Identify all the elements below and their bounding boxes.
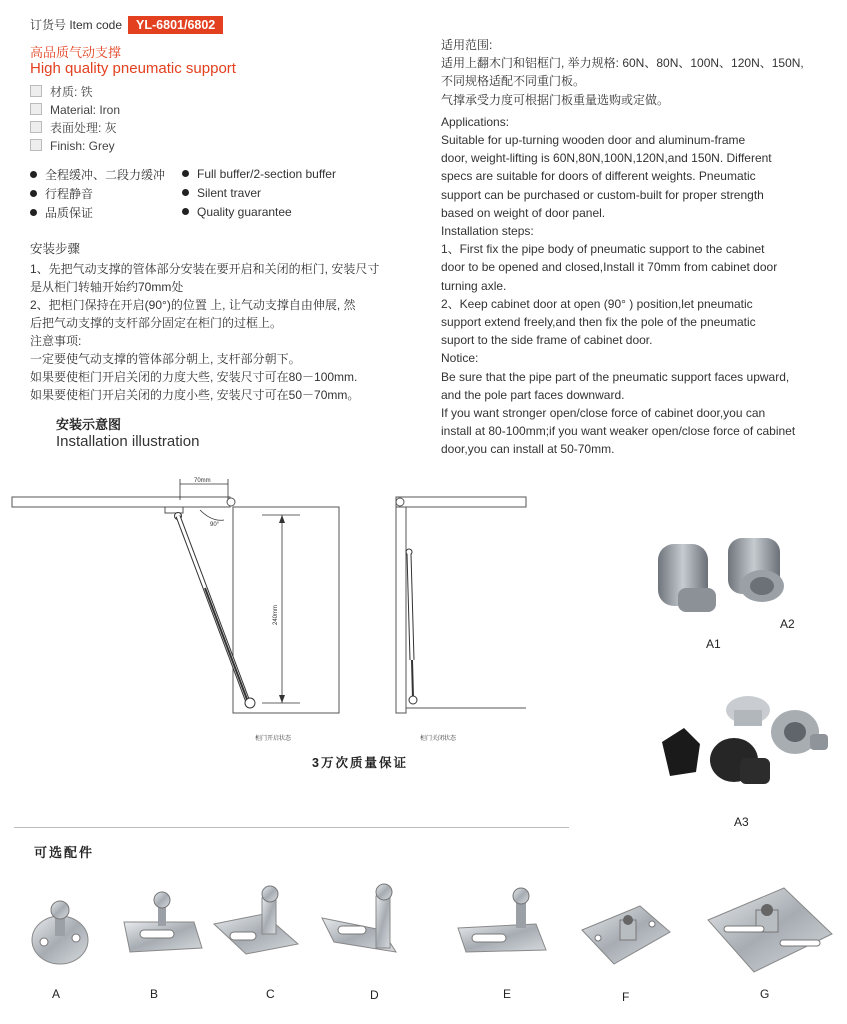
part-label-g: G <box>760 987 770 1001</box>
feature-cn-2: 行程静音 <box>30 186 93 202</box>
component-a1-a2 <box>650 530 830 660</box>
item-code-header <box>30 16 223 34</box>
text-line: support extend freely,and then fix the pole of the pneumatic <box>441 315 756 330</box>
caption-closed: 柜门关闭状态 <box>420 736 457 742</box>
installation-steps-cn <box>30 240 390 404</box>
text-line: 气撑承受力度可根据门板重量选购或定做。 <box>441 92 670 107</box>
text-line: 适用范围: <box>441 38 493 52</box>
door-panel-closed <box>396 507 406 713</box>
optional-parts-title: 可选配件 <box>34 845 95 860</box>
a2-label: A2 <box>780 617 795 631</box>
feature-cn-1: 全程缓冲、二段力缓冲 <box>30 167 165 183</box>
a1-label: A1 <box>706 637 721 651</box>
text-line: If you want stronger open/close force of cabinet door,you can <box>441 406 766 421</box>
steps-line: 如果要使柜门开启关闭的力度小些, 安装尺寸可在50－70mm。 <box>30 388 360 402</box>
text-line: 1、First fix the pipe body of pneumatic support to the cabinet <box>441 242 765 257</box>
part-b <box>124 892 202 952</box>
caption-open: 柜门开启状态 <box>255 736 292 742</box>
text-line: based on weight of door panel. <box>441 205 606 220</box>
part-f <box>582 906 670 964</box>
cabinet-top-board <box>12 497 230 507</box>
part-a <box>32 901 88 964</box>
text-line: 2、Keep cabinet door at open (90° ) position,let pneumatic <box>441 296 753 311</box>
bullet-icon <box>182 208 189 215</box>
text-line: Suitable for up-turning wooden door and aluminum-frame <box>441 133 746 148</box>
text-line: install at 80-100mm;if you want weaker open/close force of cabinet <box>441 424 796 439</box>
feature-cn-3: 品质保证 <box>30 205 93 221</box>
part-label-e: E <box>503 987 512 1001</box>
text-line: and the pole part faces downward. <box>441 387 625 402</box>
hinge-icon <box>396 498 404 506</box>
text-line: Applications: <box>441 114 510 129</box>
bullet-icon <box>182 170 189 177</box>
part-label-b: B <box>150 987 159 1001</box>
text-line: suport to the side frame of cabinet door. <box>441 333 653 348</box>
section-divider <box>14 827 569 828</box>
text-line: door,you can install at 50-70mm. <box>441 442 615 457</box>
spec-finish-en: Finish: Grey <box>30 138 115 154</box>
steps-line: 2、把柜门保持在开启(90°)的位置 上, 让气动支撑自由伸展, 然 <box>30 298 356 312</box>
bullet-icon <box>182 189 189 196</box>
spec-finish-cn: 表面处理: 灰 <box>30 120 117 136</box>
steps-line: 注意事项: <box>30 334 82 348</box>
steps-line: 后把气动支撑的支杆部分固定在柜门的过框上。 <box>30 316 283 330</box>
item-code-label: 订货号 Item code <box>30 18 123 32</box>
checkbox-icon <box>30 103 42 115</box>
a3-label: A3 <box>734 815 749 829</box>
text-line: support can be purchased or custom-built for proper strength <box>441 187 764 202</box>
component-a3 <box>650 680 830 830</box>
illustration-title-cn: 安装示意图 <box>56 417 122 432</box>
dim-top-label: 70mm <box>194 478 211 484</box>
checkbox-icon <box>30 85 42 97</box>
text-line: Notice: <box>441 351 479 366</box>
optional-parts-row <box>0 870 847 1020</box>
text-line: Installation steps: <box>441 224 534 239</box>
bullet-icon <box>30 209 37 216</box>
bullet-icon <box>30 190 37 197</box>
feature-en-2: Silent traver <box>182 185 261 201</box>
spec-material-en: Material: Iron <box>30 102 120 118</box>
product-title-cn: 高品质气动支撑 <box>30 45 122 60</box>
installation-diagram-closed <box>392 470 552 750</box>
part-label-f: F <box>622 990 630 1004</box>
feature-en-1: Full buffer/2-section buffer <box>182 166 336 182</box>
applications-text <box>441 36 811 459</box>
bullet-icon <box>30 171 37 178</box>
part-label-d: D <box>370 988 379 1002</box>
steps-line: 如果要使柜门开启关闭的力度大些, 安装尺寸可在80－100mm. <box>30 370 358 384</box>
part-d <box>322 884 396 952</box>
dim-vertical-label: 240mm <box>273 604 279 625</box>
part-label-c: C <box>266 987 275 1001</box>
text-line: Be sure that the pipe part of the pneumatic support faces upward, <box>441 369 790 384</box>
a3-black-clip <box>662 728 700 776</box>
text-line: door to be opened and closed,Install it 70mm from cabinet door <box>441 260 778 275</box>
part-e <box>458 888 546 952</box>
text-line: door, weight-lifting is 60N,80N,100N,120N,and 150N. Different <box>441 151 772 166</box>
spec-material-cn: 材质: 铁 <box>30 84 93 100</box>
quality-guarantee: 3万次质量保证 <box>312 756 408 770</box>
text-line: turning axle. <box>441 278 507 293</box>
cabinet-top-board <box>396 497 526 507</box>
part-g <box>708 888 832 972</box>
checkbox-icon <box>30 121 42 133</box>
checkbox-icon <box>30 139 42 151</box>
steps-line: 一定要使气动支撑的管体部分朝上, 支杆部分朝下。 <box>30 352 301 366</box>
text-line: 不同规格适配不同重门板。 <box>441 74 586 89</box>
model-badge: YL-6801/6802 <box>128 16 223 34</box>
product-title-en: High quality pneumatic support <box>30 60 236 77</box>
part-label-a: A <box>52 987 61 1001</box>
steps-line: 是从柜门转轴开始约70mm处 <box>30 280 184 294</box>
part-c <box>214 886 298 954</box>
installation-diagram-open <box>0 470 400 750</box>
angle-label: 90° <box>210 522 220 528</box>
text-line: 适用上翻木门和铝框门, 举力规格: 60N、80N、100N、120N、150N, <box>441 56 804 71</box>
feature-en-3: Quality guarantee <box>182 204 292 220</box>
steps-title-cn: 安装步骤 <box>30 242 81 256</box>
steps-line: 1、先把气动支撑的管体部分安装在要开启和关闭的柜门, 安装尺寸 <box>30 262 380 276</box>
text-line: specs are suitable for doors of different weights. Pneumatic <box>441 169 756 184</box>
illustration-title-en: Installation illustration <box>56 433 200 450</box>
door-panel-open <box>233 507 339 713</box>
